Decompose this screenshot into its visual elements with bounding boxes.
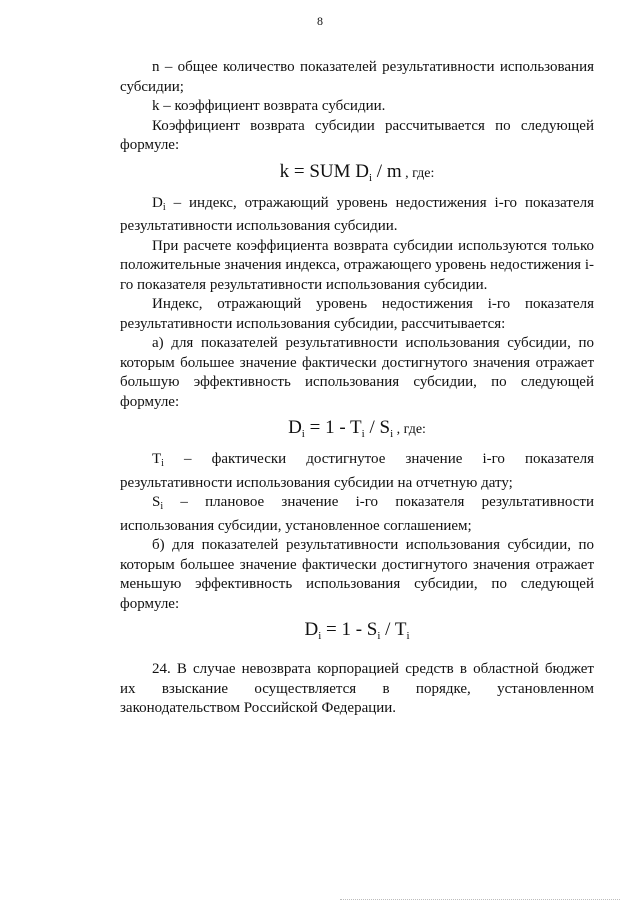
formula-d-b xyxy=(120,616,594,650)
formula-d-a-sub3: i xyxy=(390,428,394,440)
formula-d-a-sub1: i xyxy=(301,428,305,440)
formula-d-b-sub1: i xyxy=(318,630,322,642)
formula-d-a-mid: = 1 - T xyxy=(304,417,362,438)
paragraph-d-definition xyxy=(120,194,594,237)
symbol-s: S xyxy=(152,494,161,510)
symbol-s-sub: i xyxy=(160,501,164,512)
formula-d-a-lhs: D xyxy=(288,417,302,438)
paragraph-s-text: – плановое значение i-го показателя результативности использования субсидии, установленное соглашением; xyxy=(120,494,594,534)
formula-d-a-div: / S xyxy=(364,417,391,438)
formula-d-b-mid: = 1 - S xyxy=(321,619,378,640)
formula-d-a xyxy=(120,414,594,448)
paragraph-t-text: – фактически достигнутое значение i-го показателя результативности использования субсидии на отчетную дату; xyxy=(120,451,594,491)
formula-k xyxy=(120,158,594,192)
paragraph-s-definition xyxy=(120,493,594,536)
formula-d-b-lhs: D xyxy=(304,619,319,640)
formula-k-tail: , где: xyxy=(401,165,435,181)
paragraph-k-definition: k – коэффициент возврата субсидии. xyxy=(152,98,386,114)
paragraph-index-calc: Индекс, отражающий уровень недостижения i-го показателя результативности использования субсидии, рассчитывается: xyxy=(120,296,594,332)
paragraph-positive-values: При расчете коэффициента возврата субсидии используются только положительные значения индекса, отражающего уровень недостижения i-го показателя результативности использования субсидии. xyxy=(120,237,594,293)
paragraph-case-b: б) для показателей результативности использования субсидии, по которым большее значение фактически достигнутого значения отражает меньшую эффективность использования субсидии, по следующей формуле: xyxy=(120,537,594,612)
formula-d-a-sub2: i xyxy=(361,428,365,440)
formula-k-rhs: / m xyxy=(372,160,402,182)
scan-footer-marks xyxy=(340,899,620,903)
document-body xyxy=(120,58,594,719)
paragraph-d-text: – индекс, отражающий уровень недостижения i-го показателя результативности использования субсидии. xyxy=(120,194,594,234)
paragraph-case-a: а) для показателей результативности использования субсидии, по которым большее значение фактически достигнутого значения отражает большую эффективность использования субсидии, по следующей формуле: xyxy=(120,335,594,410)
symbol-t: T xyxy=(152,451,162,467)
formula-d-a-tail: , где: xyxy=(393,422,426,437)
paragraph-formula-intro: Коэффициент возврата субсидии рассчитывается по следующей формуле: xyxy=(120,117,594,153)
page-number: 8 xyxy=(317,14,323,28)
paragraph-n-definition: n – общее количество показателей результативности использования субсидии; xyxy=(120,59,594,95)
formula-d-b-sub3: i xyxy=(406,630,410,642)
formula-d-b-div: / T xyxy=(380,619,407,640)
formula-k-lhs: k = SUM D xyxy=(279,160,369,182)
symbol-t-sub: i xyxy=(161,458,164,469)
paragraph-t-definition xyxy=(120,450,594,493)
paragraph-clause-24: 24. В случае невозврата корпорацией средств в областной бюджет их взыскание осуществляется в порядке, установленном законодательством Российской Федерации. xyxy=(120,661,594,716)
symbol-d-sub: i xyxy=(162,201,166,213)
formula-k-sub: i xyxy=(368,171,373,184)
formula-d-b-sub2: i xyxy=(377,630,381,642)
symbol-d: D xyxy=(152,194,163,211)
